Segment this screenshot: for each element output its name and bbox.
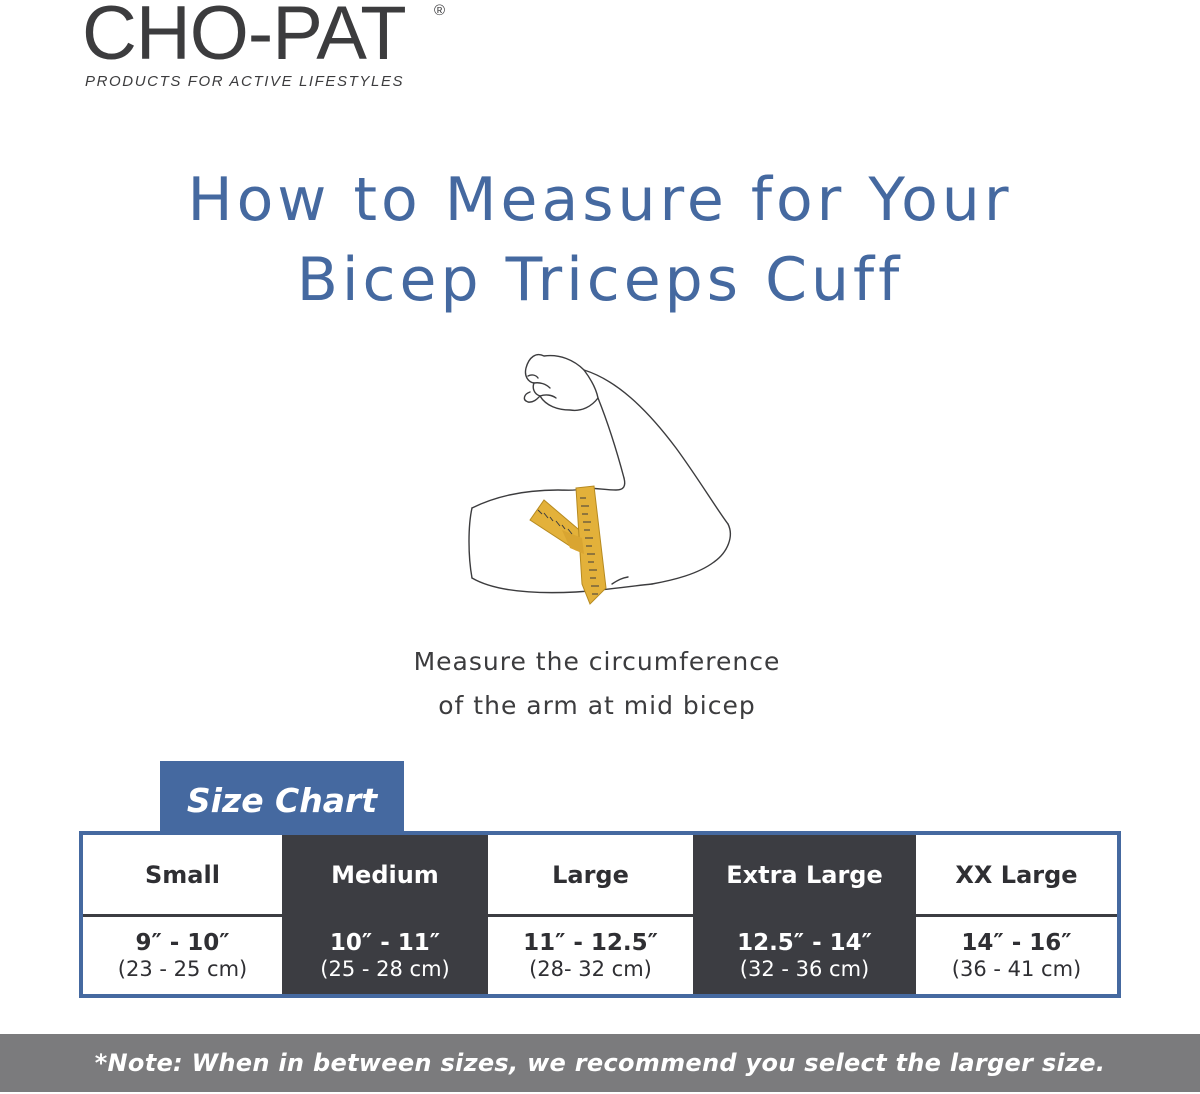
range-inches: 12.5″ - 14″ (737, 930, 872, 956)
table-row-divider (83, 914, 1117, 917)
size-label: XX Large (955, 861, 1078, 889)
sizing-note: *Note: When in between sizes, we recommend you select the larger size. (0, 1034, 1200, 1092)
size-range (488, 917, 693, 994)
size-chart-tab: Size Chart (160, 761, 404, 835)
size-range (693, 917, 916, 994)
range-cm: (25 - 28 cm) (320, 957, 450, 981)
range-inches: 11″ - 12.5″ (523, 930, 658, 956)
range-inches: 10″ - 11″ (329, 930, 441, 956)
title-line-1: How to Measure for Your (187, 165, 1013, 235)
measure-instruction (0, 640, 1194, 728)
size-label: Large (552, 861, 629, 889)
title-line-2: Bicep Triceps Cuff (296, 245, 904, 315)
flexed-arm-measuring-tape-icon (466, 348, 736, 614)
range-cm: (36 - 41 cm) (951, 957, 1082, 981)
size-range (83, 917, 282, 994)
range-inches: 9″ - 10″ (135, 930, 230, 956)
brand-tagline: PRODUCTS FOR ACTIVE LIFESTYLES (85, 73, 405, 90)
caption-line-1: Measure the circumference (413, 647, 781, 676)
size-range (916, 917, 1117, 994)
range-cm: (32 - 36 cm) (739, 957, 870, 981)
size-label: Extra Large (726, 861, 883, 889)
range-inches: 14″ - 16″ (961, 930, 1072, 956)
size-range (282, 917, 488, 994)
page-title (0, 160, 1200, 320)
size-chart-table (79, 831, 1121, 998)
registered-mark: ® (434, 2, 446, 19)
range-cm: (23 - 25 cm) (117, 957, 248, 981)
brand-name: CHO-PAT (82, 0, 406, 76)
size-label: Medium (331, 861, 439, 889)
range-cm: (28- 32 cm) (529, 957, 652, 981)
size-label: Small (145, 861, 220, 889)
caption-line-2: of the arm at mid bicep (438, 691, 756, 720)
